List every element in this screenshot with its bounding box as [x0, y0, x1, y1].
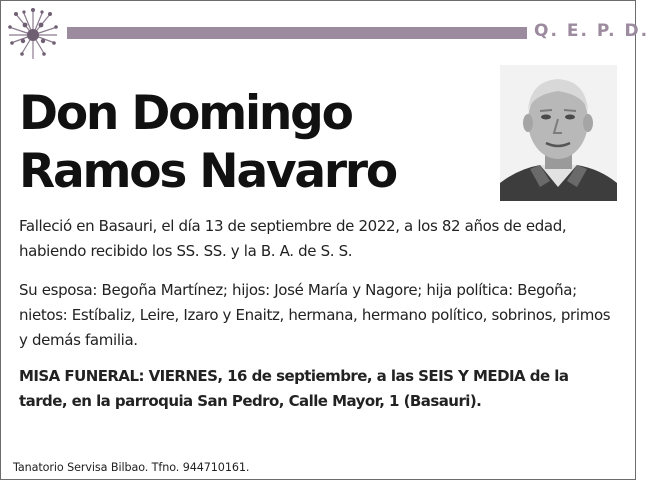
portrait-photo: [500, 65, 617, 201]
deceased-name-line2: Ramos Navarro: [19, 144, 396, 199]
qepd-label: Q. E. P. D.: [534, 21, 649, 41]
funeral-home-footer: Tanatorio Servisa Bilbao. Tfno. 944710161.: [13, 461, 250, 474]
funeral-mass-paragraph: MISA FUNERAL: VIERNES, 16 de septiembre, a las SEIS Y MEDIA de la tarde, en la parroquia San Pedro, Calle Mayor, 1 (Basauri).: [19, 367, 569, 410]
flower-emblem-icon: [5, 5, 61, 61]
death-notice-paragraph: Falleció en Basauri, el día 13 de septiembre de 2022, a los 82 años de edad, habiendo recibido los SS. SS. y la B. A. de S. S.: [19, 217, 567, 260]
deceased-name: [19, 85, 396, 201]
family-paragraph: Su esposa: Begoña Martínez; hijos: José María y Nagore; hija política: Begoña; nietos: Estíbaliz, Leire, Izaro y Enaitz, hermana, hermano político, sobrinos, primos y demás familia.: [19, 281, 611, 349]
header-bar: [67, 27, 527, 39]
deceased-name-line1: Don Domingo: [19, 86, 352, 141]
